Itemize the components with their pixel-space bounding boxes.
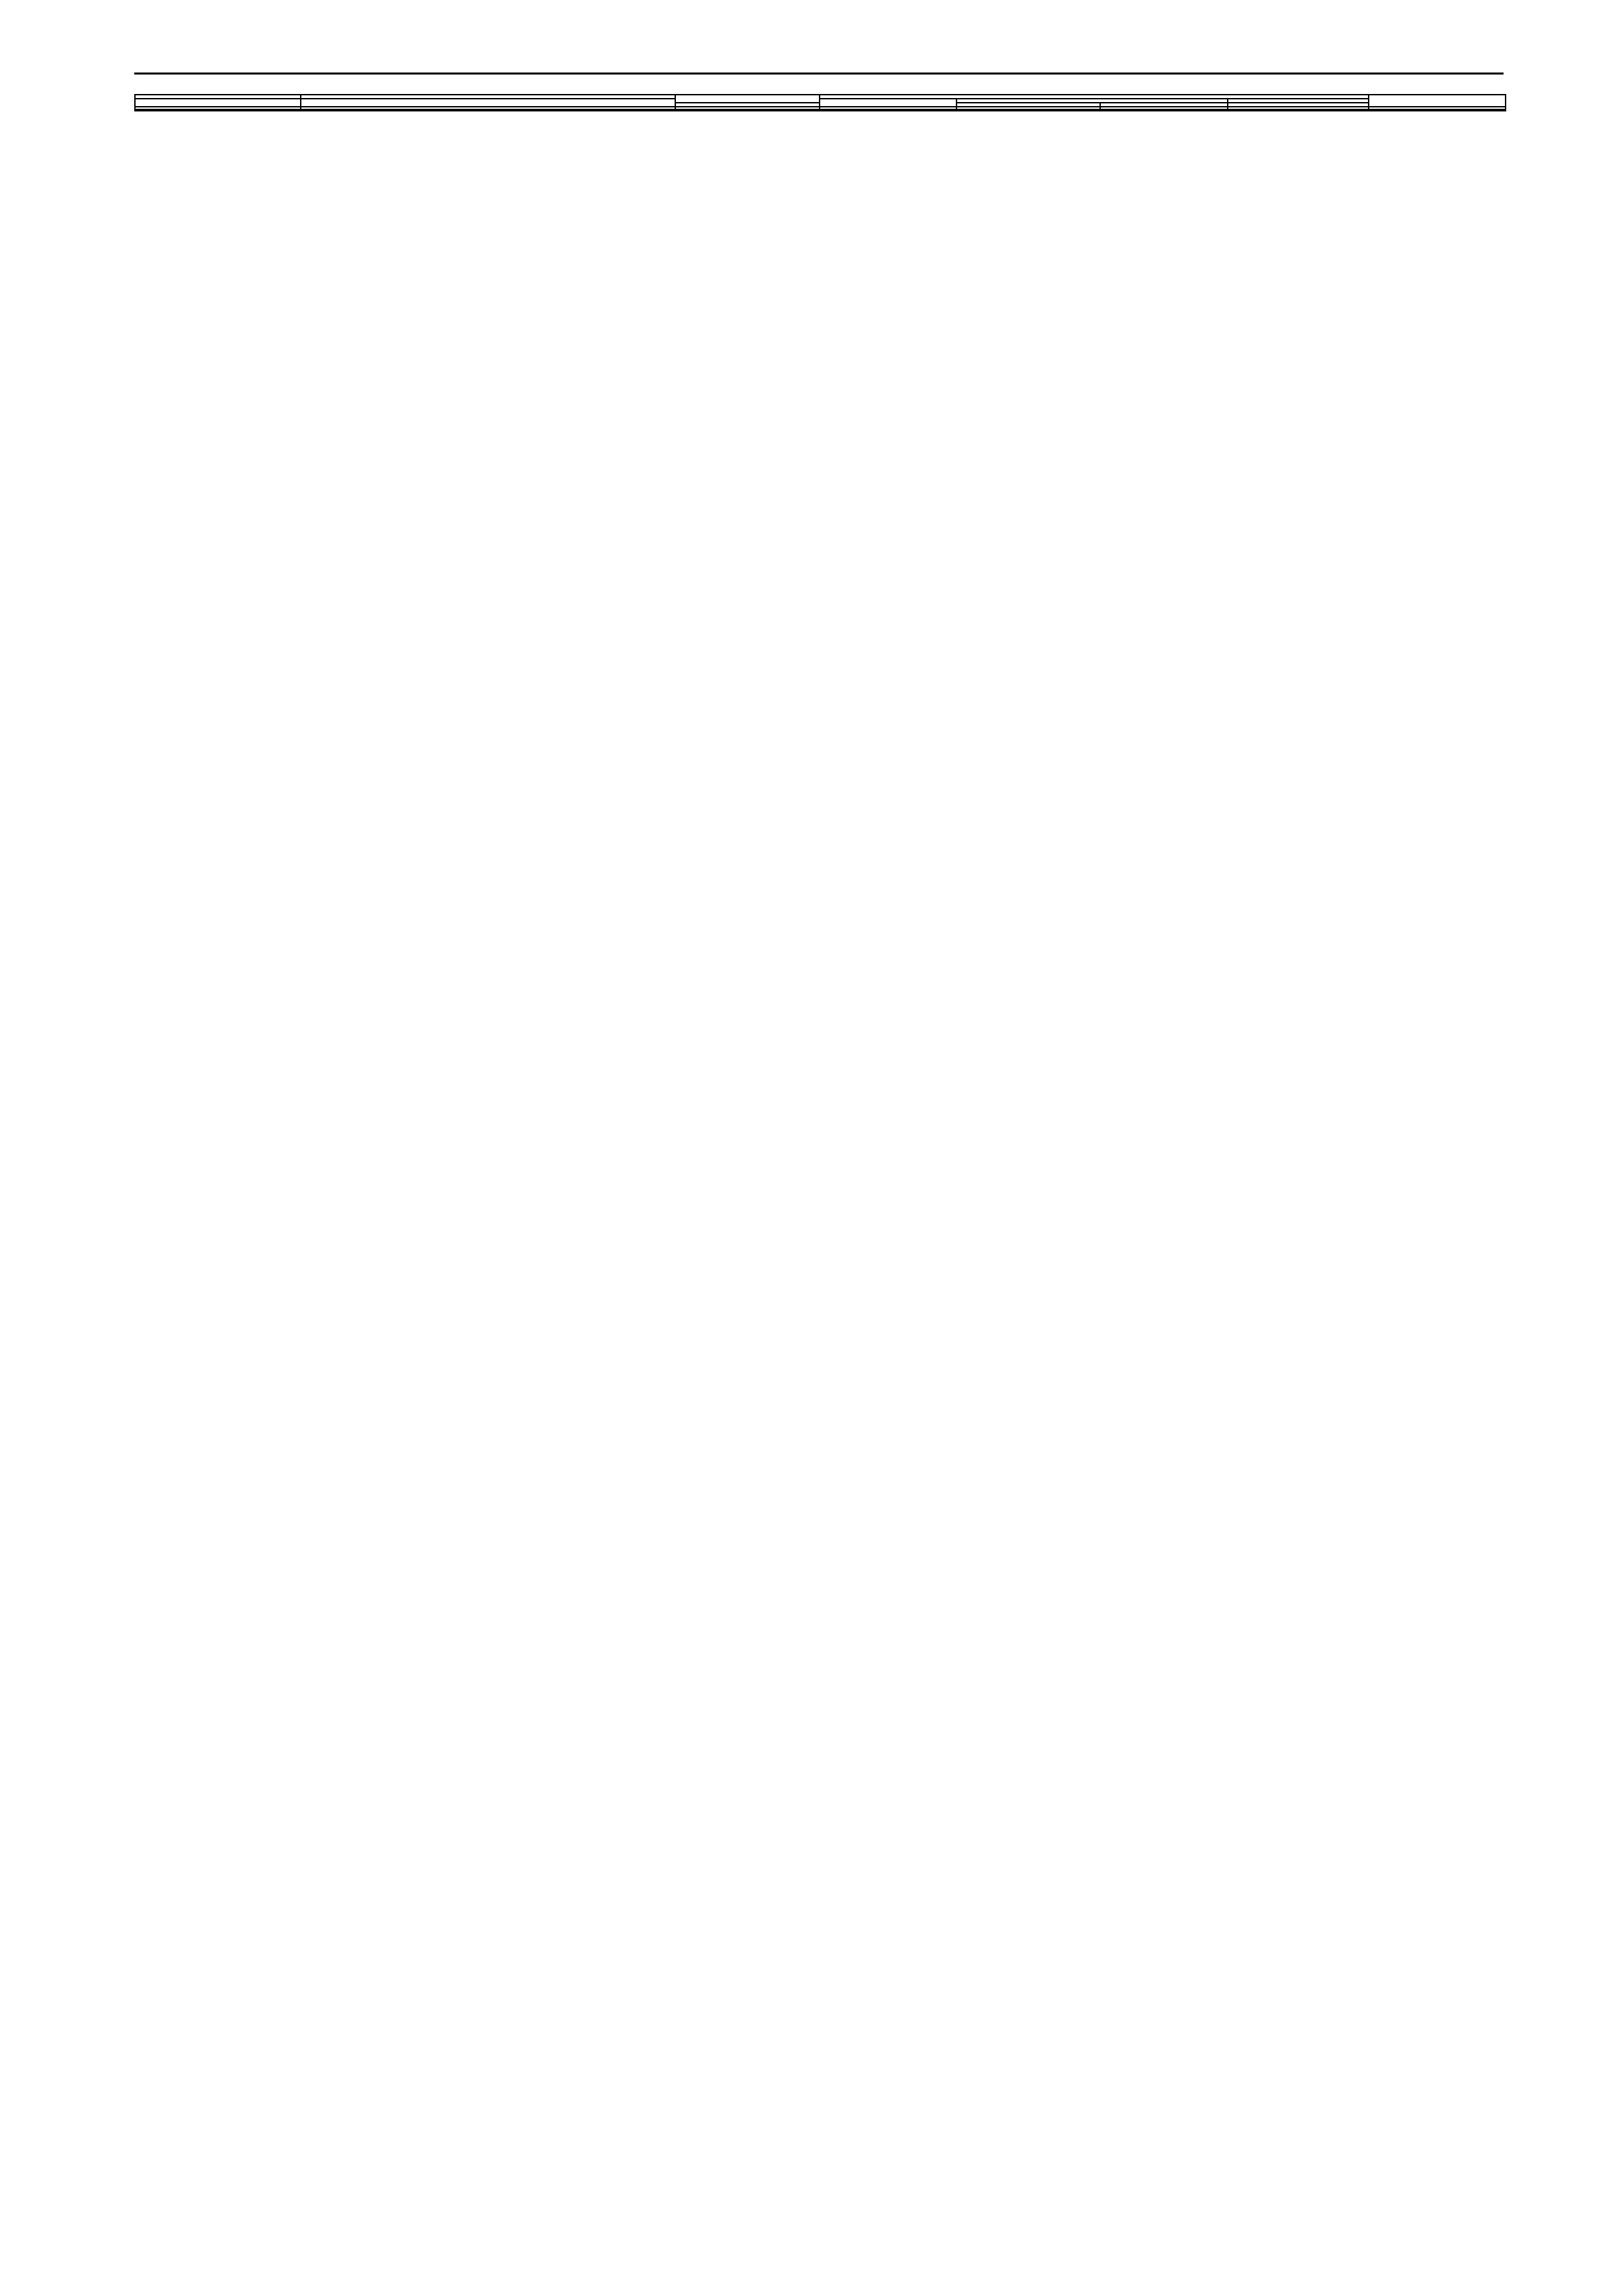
col-head-material-name (301, 99, 675, 107)
col-num (675, 107, 820, 110)
col-num (1228, 107, 1369, 110)
col-num (135, 107, 301, 110)
col-head-direct-costs (675, 95, 820, 103)
col-num (1100, 107, 1228, 110)
col-num (957, 107, 1100, 110)
rates-table (134, 94, 1506, 111)
col-num (301, 107, 675, 110)
col-head-material-codes (135, 99, 301, 107)
col-head-labor-hours (1369, 95, 1506, 107)
column-number-row (135, 107, 1506, 110)
col-num (820, 107, 957, 110)
header-rule (134, 73, 1504, 75)
col-num (1369, 107, 1506, 110)
col-head-wages (820, 99, 957, 107)
